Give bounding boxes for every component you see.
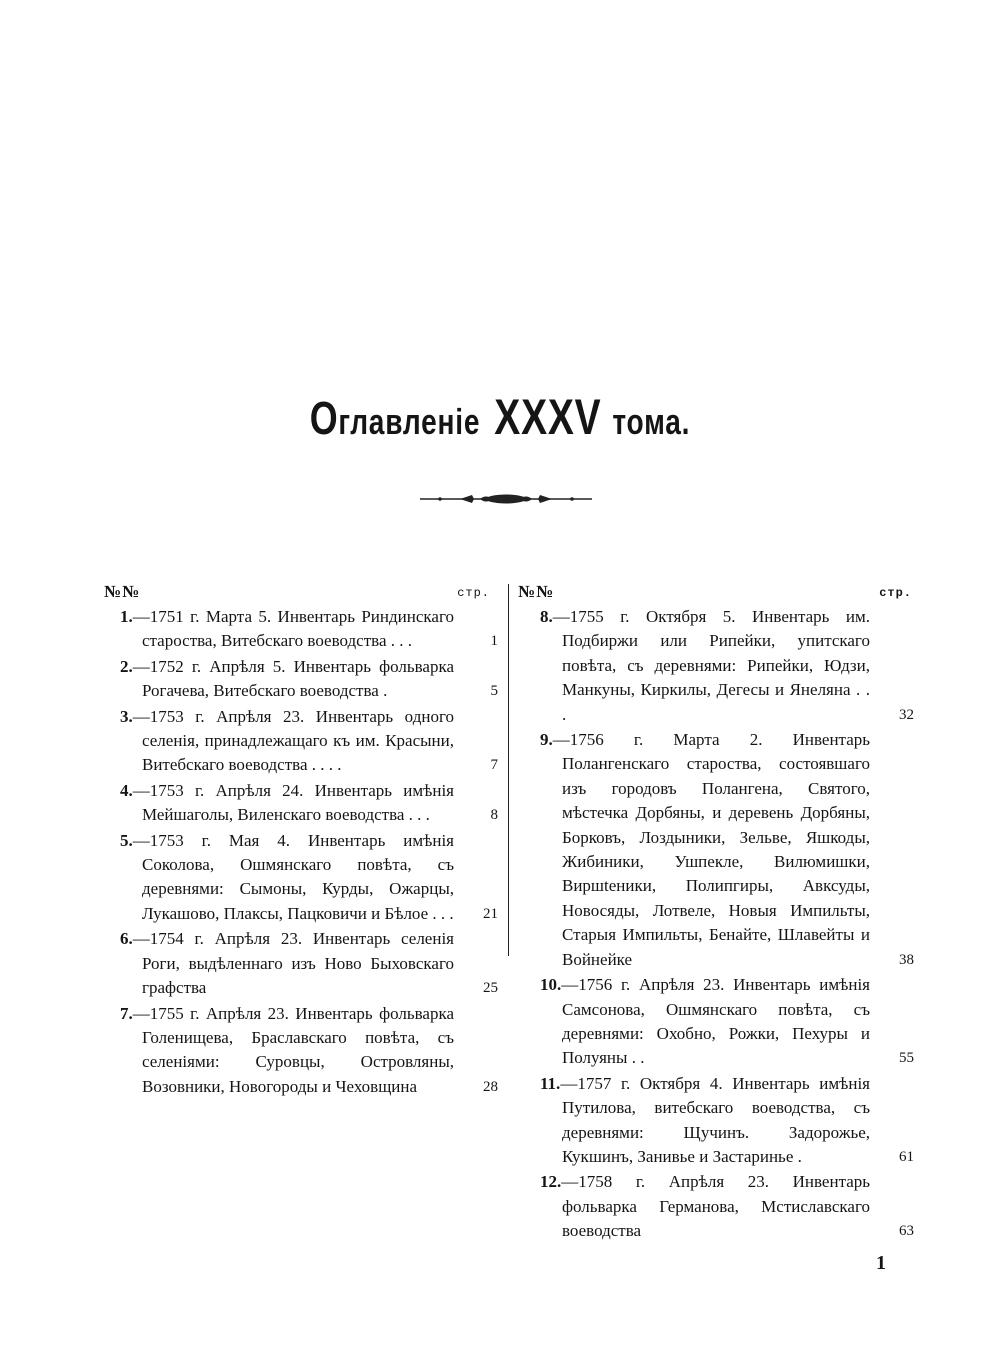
title-volume-number: XXXV: [494, 389, 602, 445]
toc-entry: [104, 605, 496, 654]
toc-entry-text: [120, 655, 454, 704]
toc-entry-page: 8: [490, 807, 498, 824]
toc-entry-number: 2.: [120, 656, 133, 676]
toc-entry-description: —1753 г. Мая 4. Инвентарь имѣнія Соколова, Ошмянскаго повѣта, съ деревнями: Сымоны, Курды, Ожарцы, Лукашово, Плаксы, Пацковичи и Бѣлое . . .: [132, 830, 454, 923]
number-header: №№: [518, 582, 555, 601]
toc-entry-page: 5: [490, 683, 498, 700]
number-header: №№: [104, 582, 141, 601]
column-header: [518, 580, 916, 604]
toc-entry-description: —1752 г. Апрѣля 5. Инвентарь фольварка Рогачева, Витебскаго воеводства .: [132, 656, 454, 701]
toc-entry-page: 21: [483, 905, 498, 922]
toc-entry-text: [540, 1170, 870, 1243]
toc-entry-text: [120, 1002, 454, 1100]
toc-entry: [104, 655, 496, 704]
toc-entry-number: 5.: [120, 830, 133, 850]
toc-entry-text: [120, 829, 454, 927]
toc-entry-description: —1758 г. Апрѣля 23. Инвентарь фольварка Германова, Мстиславскаго воеводства: [561, 1172, 870, 1241]
toc-entry: [518, 605, 916, 727]
title-word-1-rest: главленіе: [338, 401, 481, 442]
toc-entry-description: —1756 г. Апрѣля 23. Инвентарь имѣнія Самсонова, Ошмянскаго повѣта, съ деревнями: Охобно, Рожки, Пехуры и Полуяны . .: [561, 975, 870, 1068]
toc-entry-number: 3.: [120, 706, 133, 726]
toc-entry-description: —1751 г. Марта 5. Инвентарь Риндинскаго староства, Витебскаго воеводства . . .: [132, 607, 454, 651]
toc-entry-text: [540, 728, 870, 972]
ornament-divider: [420, 492, 592, 506]
toc-entry-page: 7: [490, 757, 498, 774]
toc-entry-description: —1754 г. Апрѣля 23. Инвентарь селенія Роги, выдѣленнаго изъ Ново Быховскаго графства: [132, 929, 454, 998]
toc-entry: [518, 1170, 916, 1243]
title-word-3: тома.: [612, 401, 691, 442]
toc-entry-text: [120, 927, 454, 1000]
toc-entry-page: 61: [899, 1148, 914, 1165]
toc-entry-text: [540, 1072, 870, 1170]
toc-entry: [104, 829, 496, 927]
toc-entry-text: [540, 605, 870, 727]
toc-entry-number: 6.: [120, 929, 133, 949]
toc-entry-description: —1756 г. Марта 2. Инвентарь Полангенскаго староства, состоявшаго изъ городовъ Полангена, Святого, мѣстечка Дорбяны, и деревень Дорбяны, Борковъ, Лоздыники, Зельве, Яшкоды, Жибиники, Ушпекле, Вилюмишки, Виршteники, Полипгиры, Авксуды, Новосяды, Лотвеле, Новыя Импильты, Старыя Импильты, Бенайте, Шлавейты и Войнейке: [552, 730, 870, 969]
toc-entry-text: [120, 779, 454, 828]
toc-left-column: [104, 580, 496, 1099]
toc-entry-number: 1.: [120, 607, 133, 626]
toc-entry-description: —1755 г. Октября 5. Инвентарь им. Подбиржи или Рипейки, упитскаго повѣта, съ деревнями: Рипейки, Юдзи, Манкуны, Киркилы, Дегесы и Янеляна . . .: [552, 607, 870, 724]
toc-entry-page: 63: [899, 1223, 914, 1240]
toc-right-column: [518, 580, 916, 1244]
toc-entry: [104, 779, 496, 828]
page-title: [110, 388, 890, 446]
toc-entry-number: 10.: [540, 975, 562, 995]
toc-entry-description: —1755 г. Апрѣля 23. Инвентарь фольварка Голенищева, Браславскаго повѣта, съ селеніями: Суровцы, Островляны, Возовники, Новогороды и Чеховщина: [132, 1003, 454, 1096]
title-capital: О: [309, 392, 339, 444]
page-header: стр.: [879, 586, 912, 600]
toc-entry-description: —1753 г. Апрѣля 24. Инвентарь имѣнія Мейшаголы, Виленскаго воеводства . . .: [132, 780, 454, 825]
toc-entry-page: 25: [483, 980, 498, 997]
toc-entry-text: [120, 605, 454, 654]
toc-entry: [518, 1072, 916, 1170]
toc-entry-page: 55: [899, 1050, 914, 1067]
toc-entry-description: —1753 г. Апрѣля 23. Инвентарь одного селенія, принадлежащаго къ им. Красыни, Витебскаго воеводства . . . .: [132, 706, 454, 775]
toc-entry-page: 38: [899, 951, 914, 968]
toc-entry: [518, 728, 916, 972]
toc-entry-page: 28: [483, 1078, 498, 1095]
toc-entry-description: —1757 г. Октября 4. Инвентарь имѣнія Путилова, витебскаго воеводства, съ деревнями: Щучинъ. Задорожье, Кукшинъ, Занивье и Застаринье .: [560, 1073, 870, 1166]
toc-entry-number: 9.: [540, 730, 553, 750]
page-number: 1: [876, 1252, 886, 1274]
toc-entry-text: [540, 973, 870, 1071]
toc-entry-number: 11.: [540, 1073, 561, 1093]
title-word-1: [310, 392, 481, 444]
column-header: [104, 580, 496, 604]
toc-entry: [104, 705, 496, 778]
toc-entry-page: 1: [490, 633, 498, 650]
toc-entry-page: 32: [899, 706, 914, 723]
toc-entry-number: 8.: [540, 607, 553, 626]
toc-entry-number: 7.: [120, 1003, 133, 1023]
toc-entry: [104, 927, 496, 1000]
toc-entry: [104, 1002, 496, 1100]
toc-entry-number: 4.: [120, 780, 133, 800]
toc-entry-text: [120, 705, 454, 778]
toc-entry: [518, 973, 916, 1071]
column-divider: [508, 584, 509, 956]
page-header: стр.: [457, 586, 490, 600]
toc-entry-number: 12.: [540, 1172, 562, 1192]
